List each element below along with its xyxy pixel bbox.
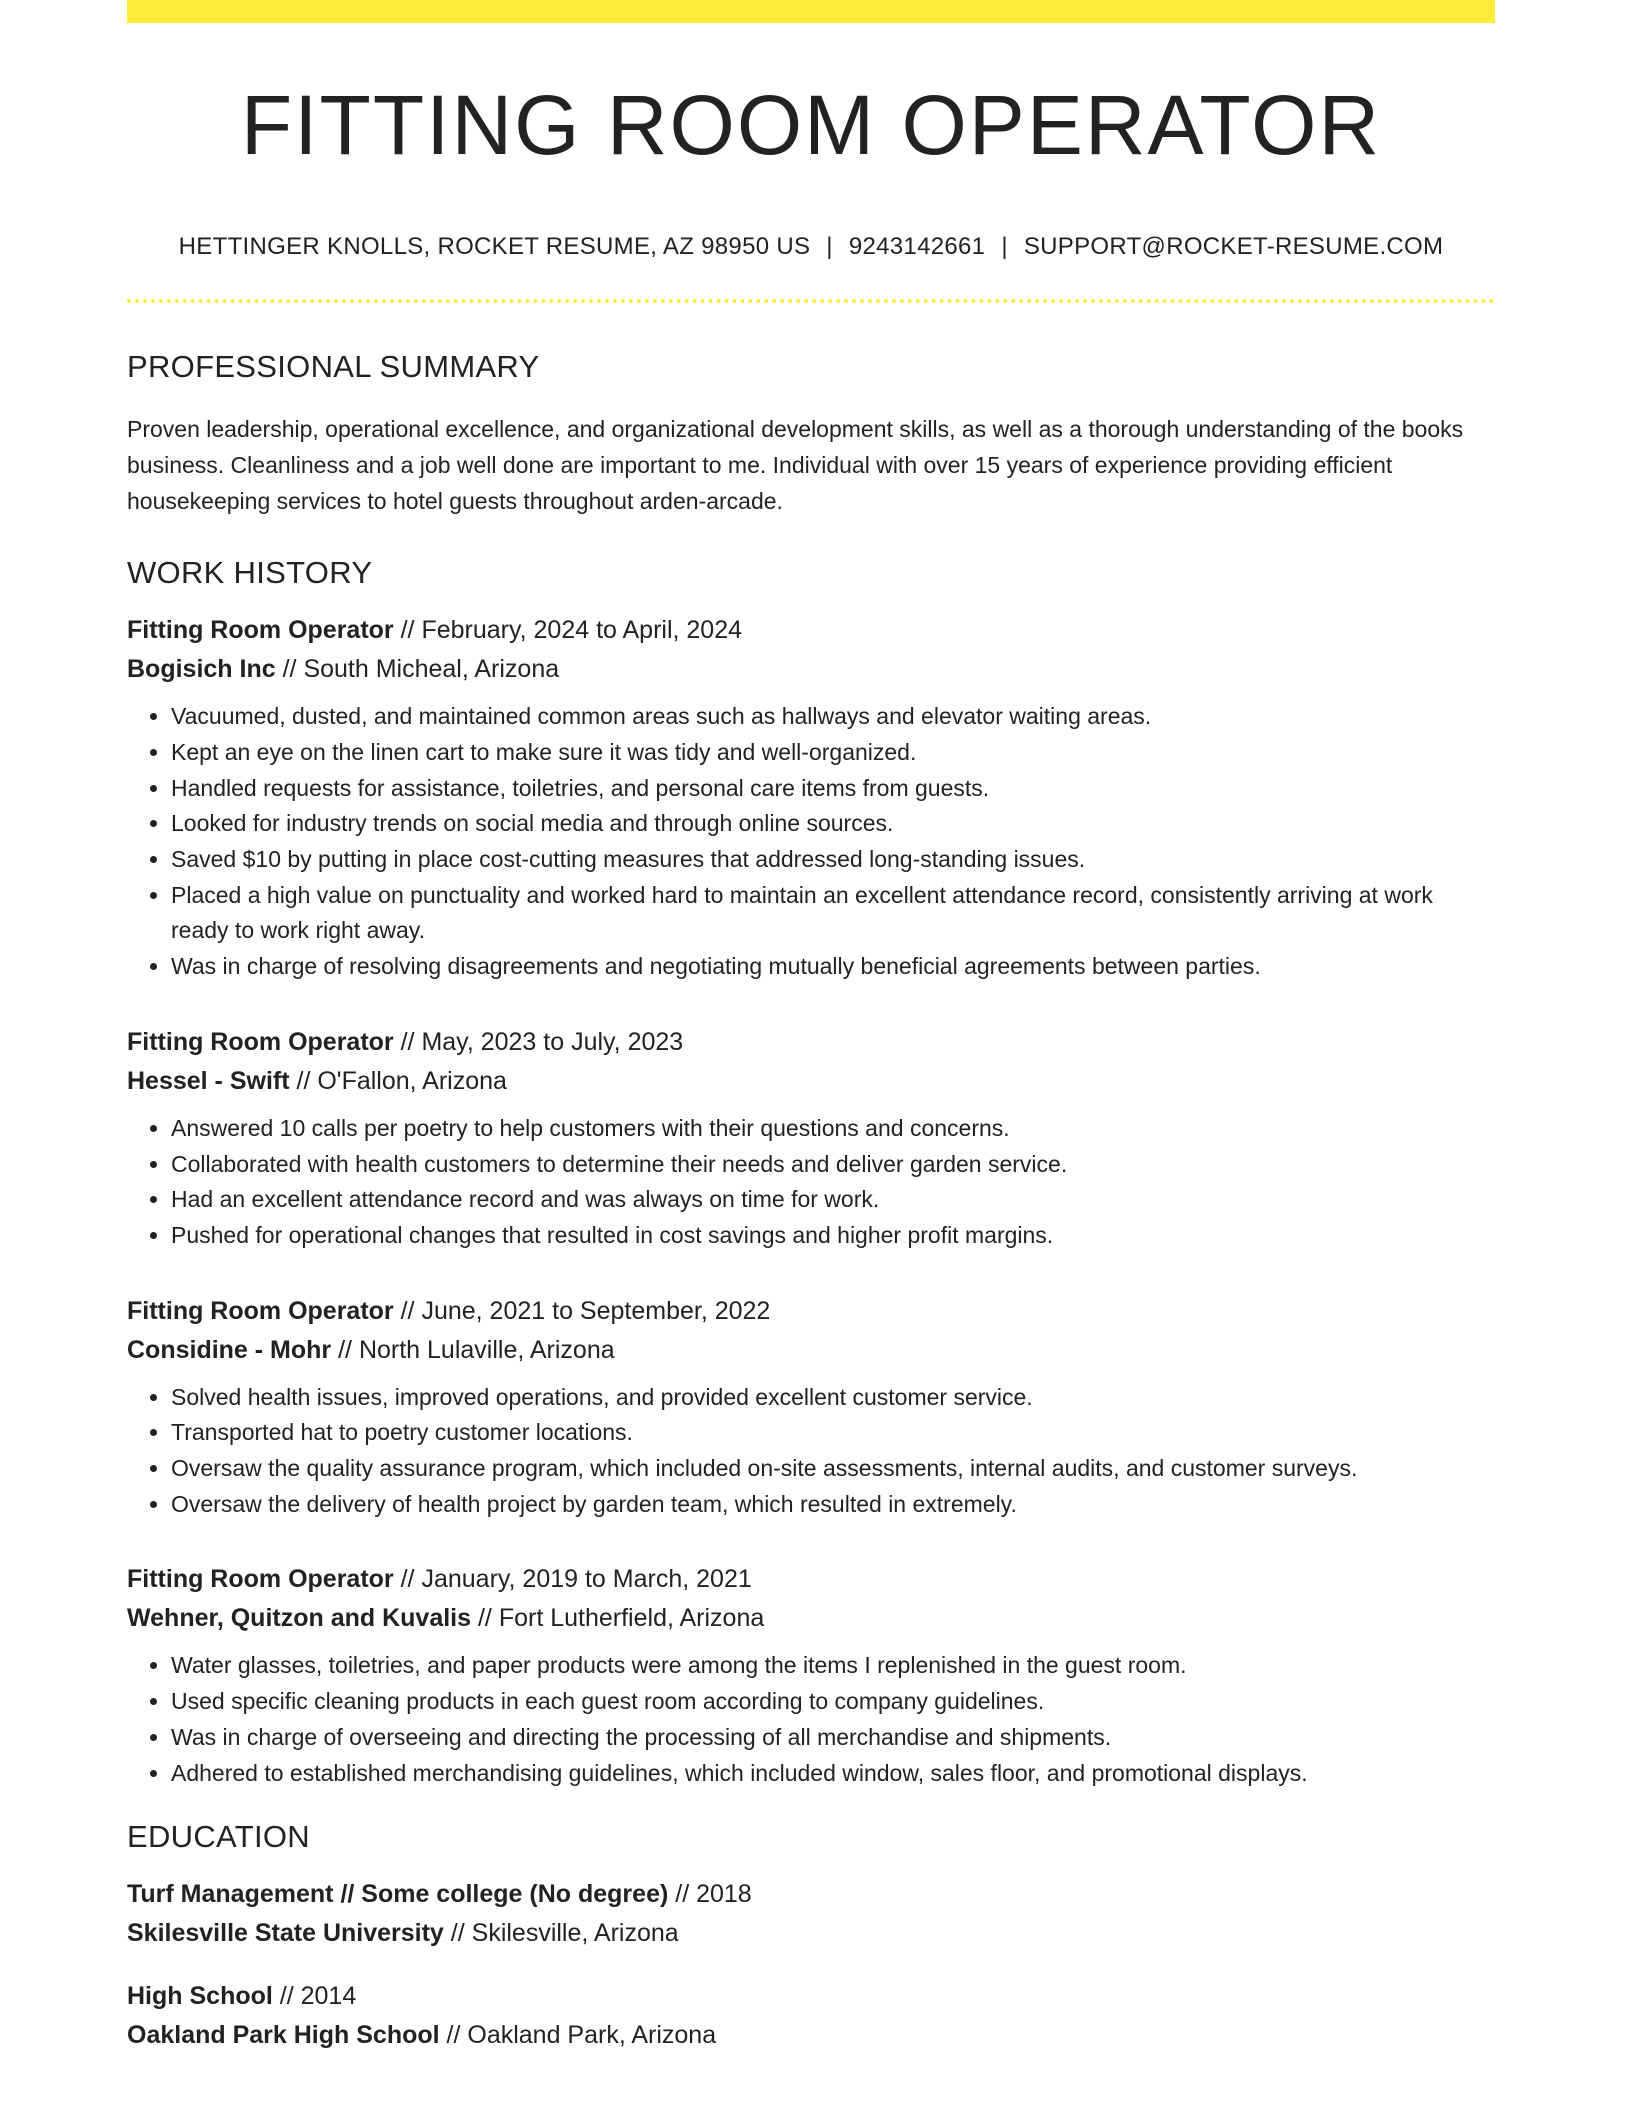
job-duties: [127, 1111, 1495, 1254]
list-item: • Collaborated with health customers to determine their needs and deliver garden service.: [171, 1147, 1495, 1183]
job-dates: June, 2021 to September, 2022: [421, 1296, 771, 1325]
education-entry: [127, 1977, 1495, 2055]
contact-separator: |: [1001, 233, 1008, 261]
education-degree: High School: [127, 1982, 273, 2011]
contact-line: [127, 233, 1495, 261]
job-entry: [127, 1292, 1495, 1523]
education-heading: EDUCATION: [127, 1819, 310, 1855]
list-item: • Handled requests for assistance, toiletries, and personal care items from guests.: [171, 771, 1495, 807]
education-school: Oakland Park High School: [127, 2021, 440, 2050]
education-location: Skilesville, Arizona: [471, 1919, 679, 1948]
education-divider: //: [439, 2021, 468, 2050]
job-entry: [127, 1560, 1495, 1791]
job-divider: //: [393, 616, 422, 645]
list-item: • Pushed for operational changes that resulted in cost savings and higher profit margins.: [171, 1218, 1495, 1254]
job-title-line: [127, 611, 1495, 650]
contact-phone: 9243142661: [848, 233, 986, 261]
contact-separator: |: [826, 233, 833, 261]
list-item: • Answered 10 calls per poetry to help customers with their questions and concerns.: [171, 1111, 1495, 1147]
job-dates: February, 2024 to April, 2024: [421, 616, 743, 645]
job-role: Fitting Room Operator: [127, 1296, 394, 1325]
education-list: [127, 1875, 1495, 2055]
list-item: • Used specific cleaning products in each guest room according to company guidelines.: [171, 1684, 1495, 1720]
job-duties: [127, 1648, 1495, 1791]
list-item: • Solved health issues, improved operations, and provided excellent customer service.: [171, 1380, 1495, 1416]
summary-heading: PROFESSIONAL SUMMARY: [127, 349, 540, 385]
work-history-list: [127, 611, 1495, 1791]
resume-name: FITTING ROOM OPERATOR: [240, 78, 1382, 172]
list-item: • Water glasses, toiletries, and paper products were among the items I replenished in the guest room.: [171, 1648, 1495, 1684]
job-entry: [127, 1023, 1495, 1254]
job-company: Hessel - Swift: [127, 1066, 290, 1095]
job-duties: [127, 699, 1495, 985]
resume-page: [127, 0, 1495, 2055]
job-company-line: [127, 650, 1495, 689]
education-school: Skilesville State University: [127, 1919, 444, 1948]
job-role: Fitting Room Operator: [127, 1565, 394, 1594]
job-company-line: [127, 1599, 1495, 1638]
education-location: Oakland Park, Arizona: [467, 2021, 717, 2050]
job-entry: [127, 611, 1495, 985]
education-entry: [127, 1875, 1495, 1953]
job-location: North Lulaville, Arizona: [358, 1335, 615, 1364]
education-year: 2014: [300, 1982, 357, 2011]
dotted-divider: [127, 299, 1495, 303]
list-item: • Oversaw the quality assurance program, which included on-site assessments, internal audits, and customer surveys.: [171, 1451, 1495, 1487]
education-degree-line: [127, 1977, 1495, 2016]
list-item: • Had an excellent attendance record and was always on time for work.: [171, 1182, 1495, 1218]
job-divider: //: [393, 1027, 422, 1056]
accent-bar: [127, 0, 1495, 23]
education-divider: //: [668, 1880, 697, 1909]
job-company: Bogisich Inc: [127, 655, 276, 684]
job-divider: //: [471, 1604, 499, 1633]
list-item: • Transported hat to poetry customer locations.: [171, 1415, 1495, 1451]
job-divider: //: [289, 1066, 318, 1095]
job-title-line: [127, 1560, 1495, 1599]
list-item: • Kept an eye on the linen cart to make sure it was tidy and well-organized.: [171, 735, 1495, 771]
job-dates: January, 2019 to March, 2021: [421, 1565, 752, 1594]
contact-email: SUPPORT@ROCKET-RESUME.COM: [1023, 233, 1444, 261]
job-company-line: [127, 1062, 1495, 1101]
list-item: • Was in charge of overseeing and directing the processing of all merchandise and shipments.: [171, 1720, 1495, 1756]
job-duties: [127, 1380, 1495, 1523]
job-location: O'Fallon, Arizona: [317, 1066, 507, 1095]
job-role: Fitting Room Operator: [127, 1027, 394, 1056]
list-item: • Oversaw the delivery of health project by garden team, which resulted in extremely.: [171, 1487, 1495, 1523]
list-item: • Was in charge of resolving disagreements and negotiating mutually beneficial agreements between parties.: [171, 949, 1495, 985]
work-history-heading: WORK HISTORY: [127, 555, 373, 591]
summary-text: Proven leadership, operational excellence, and organizational development skills, as well as a thorough understanding of the books business. Cleanliness and a job well done are important to me. Individual with over 15 years of experience providing efficient housekeeping services to hotel guests throughout arden-arcade.: [127, 416, 1464, 515]
list-item: • Looked for industry trends on social media and through online sources.: [171, 806, 1495, 842]
education-school-line: [127, 2016, 1495, 2055]
education-degree: Turf Management // Some college (No degree): [127, 1880, 669, 1909]
education-divider: //: [443, 1919, 472, 1948]
job-divider: //: [331, 1335, 359, 1364]
job-title-line: [127, 1023, 1495, 1062]
job-divider: //: [275, 655, 304, 684]
list-item: • Placed a high value on punctuality and worked hard to maintain an excellent attendance record, consistently arriving at work ready to work right away.: [171, 878, 1495, 949]
job-company: Wehner, Quitzon and Kuvalis: [127, 1604, 472, 1633]
education-divider: //: [272, 1982, 301, 2011]
job-company-line: [127, 1331, 1495, 1370]
job-location: Fort Lutherfield, Arizona: [498, 1604, 765, 1633]
job-title-line: [127, 1292, 1495, 1331]
job-role: Fitting Room Operator: [127, 616, 394, 645]
job-location: South Micheal, Arizona: [303, 655, 560, 684]
contact-address: HETTINGER KNOLLS, ROCKET RESUME, AZ 98950 US: [178, 233, 811, 261]
education-year: 2018: [696, 1880, 752, 1909]
job-company: Considine - Mohr: [127, 1335, 332, 1364]
list-item: • Vacuumed, dusted, and maintained common areas such as hallways and elevator waiting areas.: [171, 699, 1495, 735]
job-dates: May, 2023 to July, 2023: [421, 1027, 684, 1056]
education-degree-line: [127, 1875, 1495, 1914]
job-divider: //: [393, 1565, 422, 1594]
list-item: • Saved $10 by putting in place cost-cutting measures that addressed long-standing issues.: [171, 842, 1495, 878]
education-school-line: [127, 1914, 1495, 1953]
list-item: • Adhered to established merchandising guidelines, which included window, sales floor, and promotional displays.: [171, 1756, 1495, 1792]
job-divider: //: [393, 1296, 422, 1325]
